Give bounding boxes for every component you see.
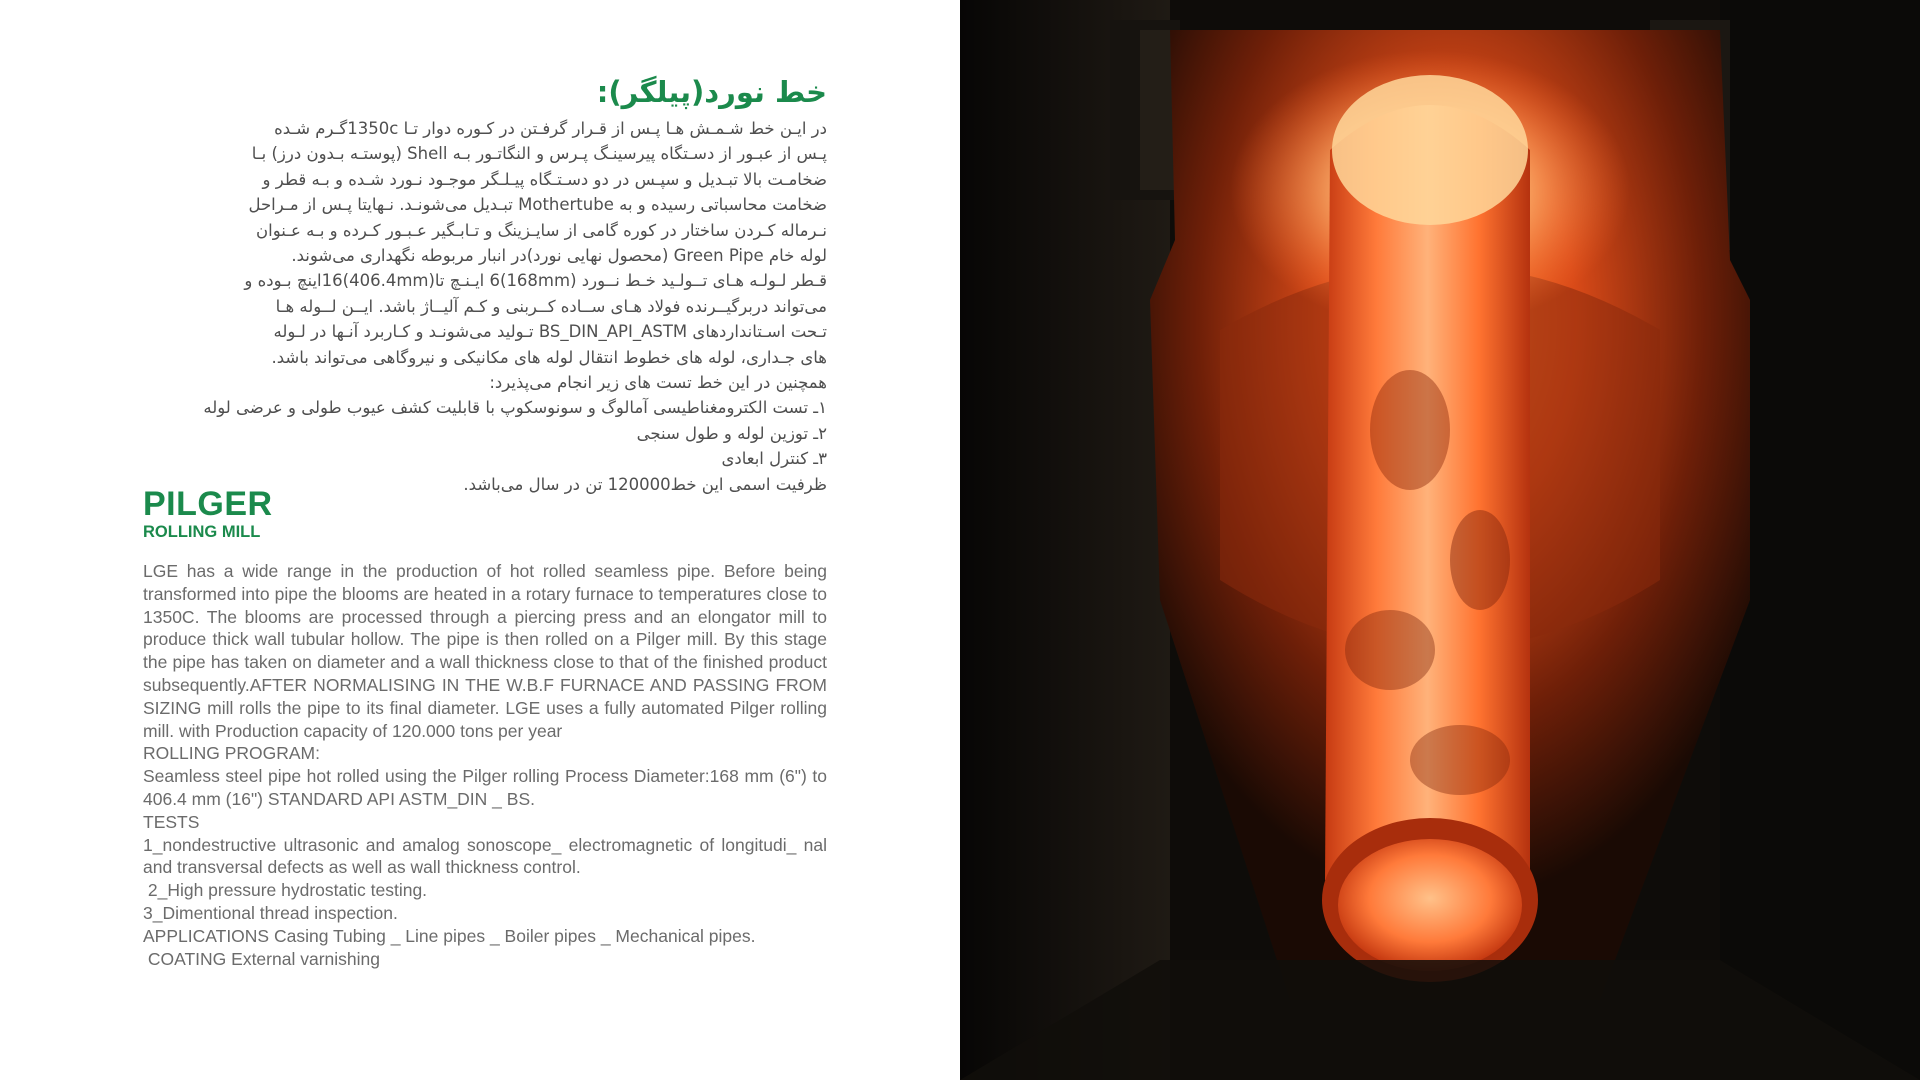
persian-line: ضخامت محاسباتی رسیده و به Mothertube تبـدیل می‌شونـد. نـهایتا پـس از مـراحل	[248, 195, 827, 215]
persian-line: لوله خام Green Pipe (محصول نهایی نورد)در انبار مربوطه نگهداری می‌شوند.	[291, 246, 827, 266]
persian-line: ضخامـت بالا تبـدیل و سپـس در دو دسـتـگاه پیـلـگر موجـود نـورد شـده و بـه قطر و	[262, 169, 827, 189]
hot-pipe-illustration	[960, 0, 1920, 1080]
persian-line: های جـداری، لوله های خطوط انتقال لوله های مکانیکی و نیروگاهی می‌تواند باشد.	[271, 347, 827, 367]
persian-section	[143, 72, 827, 497]
persian-line: ۱ـ تست الکترومغناطیسی آمالوگ و سونوسکوپ با قابلیت کشف عیوب طولی و عرضی لوله	[203, 398, 827, 418]
persian-line: تـحت اسـتانداردهای BS_DIN_API_ASTM تـولید می‌شونـد و کـاربرد آنـها در لـوله	[273, 322, 827, 342]
test-item: 3_Dimentional thread inspection.	[143, 902, 398, 923]
intro-paragraph: LGE has a wide range in the production of hot rolled seamless pipe. Before being transformed into pipe the blooms are heated in a rotary furnace to temperatures close to 1350C. The blooms are processed through a piercing press and an elongator mill to produce thick wall tubular hollow. The pipe is then rolled on a Pilger mill. By this stage the pipe has taken on diameter and a wall thickness close to that of the finished product subsequently.AFTER NORMALISING IN THE W.B.F FURNACE AND PASSING FROM SIZING mill rolls the pipe to its final diameter. LGE uses a fully automated Pilger rolling mill. with Production capacity of 120.000 tons per year	[143, 561, 827, 741]
english-title: PILGER	[143, 485, 273, 523]
program-text: Seamless steel pipe hot rolled using the Pilger rolling Process Diameter:168 mm (6") to 406.4 mm (16") STANDARD API ASTM_DIN _ BS.	[143, 766, 827, 809]
coating-text: COATING External varnishing	[143, 948, 380, 969]
persian-line: می‌تواند دربرگیــرنده فولاد هـای ســاده کــربنی و کـم آلیــاژ باشد. ایــن لــوله هـا	[275, 296, 827, 316]
persian-line: نـرماله کـردن ساختار در کوره گامی از سایـزینگ و تـابـگیر عـبـور کـرده و بـه عـنوان	[256, 220, 827, 240]
persian-line: پـس از عبـور از دسـتگاه پیرسینـگ پـرس و النگاتـور بـه Shell (پوستـه بـدون درز) بـا	[251, 144, 827, 164]
program-heading: ROLLING PROGRAM:	[143, 743, 320, 764]
persian-line: در ایـن خط شـمـش هـا پـس از قـرار گرفـتن در کـوره دوار تـا 1350cگـرم شـده	[274, 119, 827, 138]
persian-line: ظرفیت اسمی این خط120000 تن در سال می‌باشد.	[463, 474, 827, 494]
tests-heading: TESTS	[143, 811, 200, 832]
english-section	[143, 486, 827, 970]
applications-text: APPLICATIONS Casing Tubing _ Line pipes _ Boiler pipes _ Mechanical pipes.	[143, 925, 756, 946]
persian-title: خط نورد(پیلگر):	[596, 75, 827, 109]
persian-line: ۲ـ توزین لوله و طول سنجی	[636, 423, 827, 443]
test-item: 2_High pressure hydrostatic testing.	[143, 880, 428, 901]
persian-line: قـطر لـولـه هـای تــولـید خـط نــورد (168mm)6 ایـنـچ تا(406.4mm)16اینچ بـوده و	[244, 271, 827, 291]
hot-pipe-photo	[960, 0, 1920, 1080]
english-subtitle: ROLLING MILL	[143, 523, 261, 541]
persian-line: ۳ـ کنترل ابعادی	[721, 449, 827, 469]
test-item: 1_nondestructive ultrasonic and amalog sonoscope_ electromagnetic of longitudi_ nal and transversal defects as well as wall thickness control.	[143, 834, 827, 878]
persian-line: همچنین در این خط تست های زیر انجام می‌پذیرد:	[489, 373, 827, 393]
